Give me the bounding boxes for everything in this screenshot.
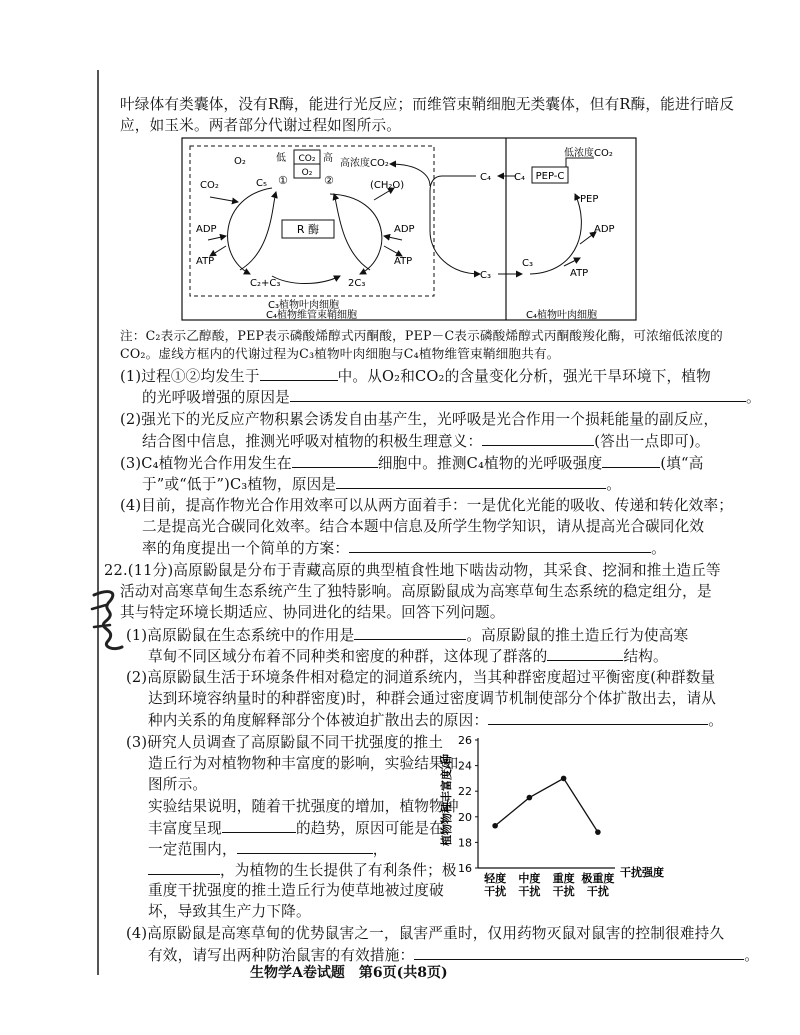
q22-3-line-9: 坏，导致其生产力下降。 [148, 903, 311, 920]
label-low-co2: 低浓度CO₂ [564, 148, 613, 159]
y-tick-label: 26 [458, 734, 472, 747]
q22-3-line-5: 丰富度呈现 的趋势，原因可能是在 [148, 820, 444, 837]
q22-1-line-2: 草甸不同区域分布着不同种类和密度的种群，这体现了群落的 结构。 [148, 648, 668, 665]
q22-3-line-8: 重度干扰强度的推土造丘行为使草地被过度破 [148, 882, 444, 899]
label-atp-mid: ATP [394, 256, 413, 267]
label-c4-a: C₄ [480, 172, 491, 183]
x-tick-label: 干扰 [552, 885, 575, 898]
label-c3-mesophyll: C₃植物叶肉细胞 [268, 300, 339, 311]
q22-2-line-3: 种内关系的角度解释部分个体被迫扩散出去的原因： 。 [148, 712, 724, 729]
answer-blank[interactable] [336, 474, 606, 489]
label-o2: O₂ [234, 156, 246, 167]
y-tick-label: 16 [458, 862, 472, 875]
q22-stem-line-3: 其与特定环境长期适应、协同进化的结果。回答下列问题。 [120, 604, 505, 621]
label-co2-box: CO₂ [298, 154, 316, 164]
answer-blank[interactable] [602, 453, 660, 468]
q22-3-line-6: 一定范围内， ， [148, 841, 388, 858]
x-tick-label: 干扰 [586, 885, 609, 898]
note-line-1: 注：C₂表示乙醇酸，PEP表示磷酸烯醇式丙酮酸，PEP－C表示磷酸烯醇式丙酮酸羧化酶，可浓缩低浓度的 [120, 328, 723, 343]
label-process-2: ② [324, 174, 334, 187]
label-c4-b: C₄ [514, 172, 525, 183]
x-tick-label: 极重度 [581, 872, 615, 885]
x-tick-label: 干扰 [518, 885, 541, 898]
data-point [527, 795, 533, 801]
answer-blank[interactable] [414, 945, 744, 960]
page-footer: 生物学A卷试题 第6页(共8页) [250, 965, 448, 981]
label-c3-a: C₃ [480, 270, 491, 281]
data-point [595, 829, 601, 835]
label-c2-c3: C₂+C₃ [250, 278, 281, 289]
answer-blank[interactable] [354, 625, 466, 640]
q22-2-line-2: 达到环境容纳量时的种群密度)时，种群会通过密度调节机制使部分个体扩散出去，请从 [148, 690, 717, 707]
q22-3-line-2: 造丘行为对植物物种丰富度的影响，实验结果如 [148, 755, 459, 772]
label-pep: PEP [580, 194, 599, 205]
q22-1-line-1: (1)高原鼢鼠在生态系统中的作用是 。高原鼢鼠的推土造丘行为使高寒 [126, 627, 689, 644]
answer-blank[interactable] [547, 646, 623, 661]
note-line-2: CO₂。虚线方框内的代谢过程为C₃植物叶肉细胞与C₄植物维管束鞘细胞共有。 [120, 346, 560, 361]
q22-4-line-2: 有效，请写出两种防治鼠害的有效措施： 。 [148, 947, 760, 964]
label-c3-b: C₃ [522, 258, 533, 269]
handwritten-mark [88, 585, 128, 655]
q22-3-line-3: 图所示。 [148, 776, 208, 793]
q21-1-line-2: 的光呼吸增强的原因是 。 [142, 389, 761, 406]
q21-3-line-2: 于”或“低于”)C₃植物，原因是 。 [142, 476, 622, 493]
q22-stem-line-1: 22.(11分)高原鼢鼠是分布于青藏高原的典型植食性地下啮齿动物，其采食、挖洞和推土造丘等 [104, 562, 721, 579]
label-adp-left: ADP [196, 224, 217, 235]
q21-2-line-1: (2)强光下的光反应产物积累会诱发自由基产生，光呼吸是光合作用一个损耗能量的副反应， [120, 411, 719, 428]
label-ch2o: (CH₂O) [370, 180, 405, 191]
intro-line-2: 应，如玉米。两者部分代谢过程如图所示。 [120, 117, 402, 134]
margin-line [97, 70, 99, 975]
q21-4-line-1: (4)目前，提高作物光合作用效率可以从两方面着手：一是优化光能的吸收、传递和转化效率； [120, 497, 734, 514]
q22-4-line-1: (4)高原鼢鼠是高寒草甸的优势鼠害之一，鼠害严重时，仅用药物灭鼠对鼠害的控制很难持久 [126, 925, 725, 942]
answer-blank[interactable] [349, 538, 651, 553]
label-c5: C₅ [256, 178, 267, 189]
data-point [561, 776, 567, 782]
series-line [495, 778, 598, 832]
answer-blank[interactable] [222, 818, 296, 833]
y-axis-label: 植物物种丰富度/种 [440, 753, 453, 847]
label-adp-right: ADP [594, 224, 615, 235]
label-co2-left: CO₂ [200, 180, 219, 191]
q22-2-line-1: (2)高原鼢鼠生活于环境条件相对稳定的洞道系统内，当其种群密度超过平衡密度(种群数量 [126, 669, 716, 686]
label-adp-mid: ADP [394, 224, 415, 235]
label-o2-box: O₂ [301, 168, 313, 178]
answer-blank[interactable] [482, 431, 594, 446]
q21-3-line-1: (3)C₄植物光合作用发生在 细胞中。推测C₄植物的光呼吸强度 (填“高 [120, 455, 704, 472]
label-c4-sheath: C₄植物维管束鞘细胞 [266, 310, 357, 321]
data-point [492, 823, 498, 829]
q22-3-line-1: (3)研究人员调查了高原鼢鼠不同干扰强度的推土 [126, 734, 444, 751]
q21-1-line-1: (1)过程①②均发生于 中。从O₂和CO₂的含量变化分析，强光干旱环境下，植物 [120, 368, 711, 385]
label-atp-left: ATP [196, 256, 215, 267]
label-high: 高 [323, 153, 333, 164]
label-pep-c: PEP-C [535, 171, 565, 182]
q22-stem-line-2: 活动对高寒草甸生态系统产生了独特影响。高原鼢鼠成为高寒草甸生态系统的稳定组分，是 [120, 583, 712, 600]
label-2c3: 2C₃ [348, 278, 366, 289]
q21-2-line-2: 结合图中信息，推测光呼吸对植物的积极生理意义： (答出一点即可)。 [142, 433, 710, 450]
answer-blank[interactable] [260, 366, 338, 381]
x-tick-label: 轻度 [484, 872, 507, 885]
answer-blank[interactable] [292, 453, 378, 468]
y-tick-label: 20 [458, 810, 472, 824]
y-tick-label: 24 [458, 759, 472, 773]
label-high-co2: 高浓度CO₂ [340, 158, 389, 169]
y-tick-label: 22 [458, 785, 472, 799]
c4-pathway-diagram [180, 136, 640, 324]
x-tick-label: 中度 [518, 872, 541, 885]
q22-3-line-4: 实验结果说明，随着干扰强度的增加，植物物种 [148, 798, 459, 815]
x-tick-label: 重度 [552, 872, 575, 885]
label-c4-mesophyll: C₄植物叶肉细胞 [526, 310, 597, 321]
y-tick-label: 18 [458, 836, 472, 850]
answer-blank[interactable] [237, 839, 373, 854]
label-low: 低 [276, 153, 286, 164]
intro-line-1: 叶绿体有类囊体，没有R酶，能进行光反应；而维管束鞘细胞无类囊体，但有R酶，能进行暗反 [120, 96, 735, 113]
answer-blank[interactable] [488, 710, 708, 725]
answer-blank[interactable] [290, 387, 746, 402]
answer-blank[interactable] [148, 860, 220, 875]
q22-3-line-7: ，为植物的生长提供了有利条件；极 [148, 860, 457, 881]
x-tick-label: 干扰 [484, 885, 507, 898]
label-atp-right: ATP [570, 268, 589, 279]
plant-richness-chart [430, 728, 680, 898]
label-r-enzyme: R 酶 [296, 223, 320, 236]
q21-4-line-2: 二是提高光合碳同化效率。结合本题中信息及所学生物学知识，请从提高光合碳同化效 [142, 518, 705, 535]
x-axis-label: 干扰强度 [620, 866, 664, 879]
q21-4-line-3: 率的角度提出一个简单的方案： 。 [142, 540, 666, 557]
label-process-1: ① [278, 174, 288, 187]
